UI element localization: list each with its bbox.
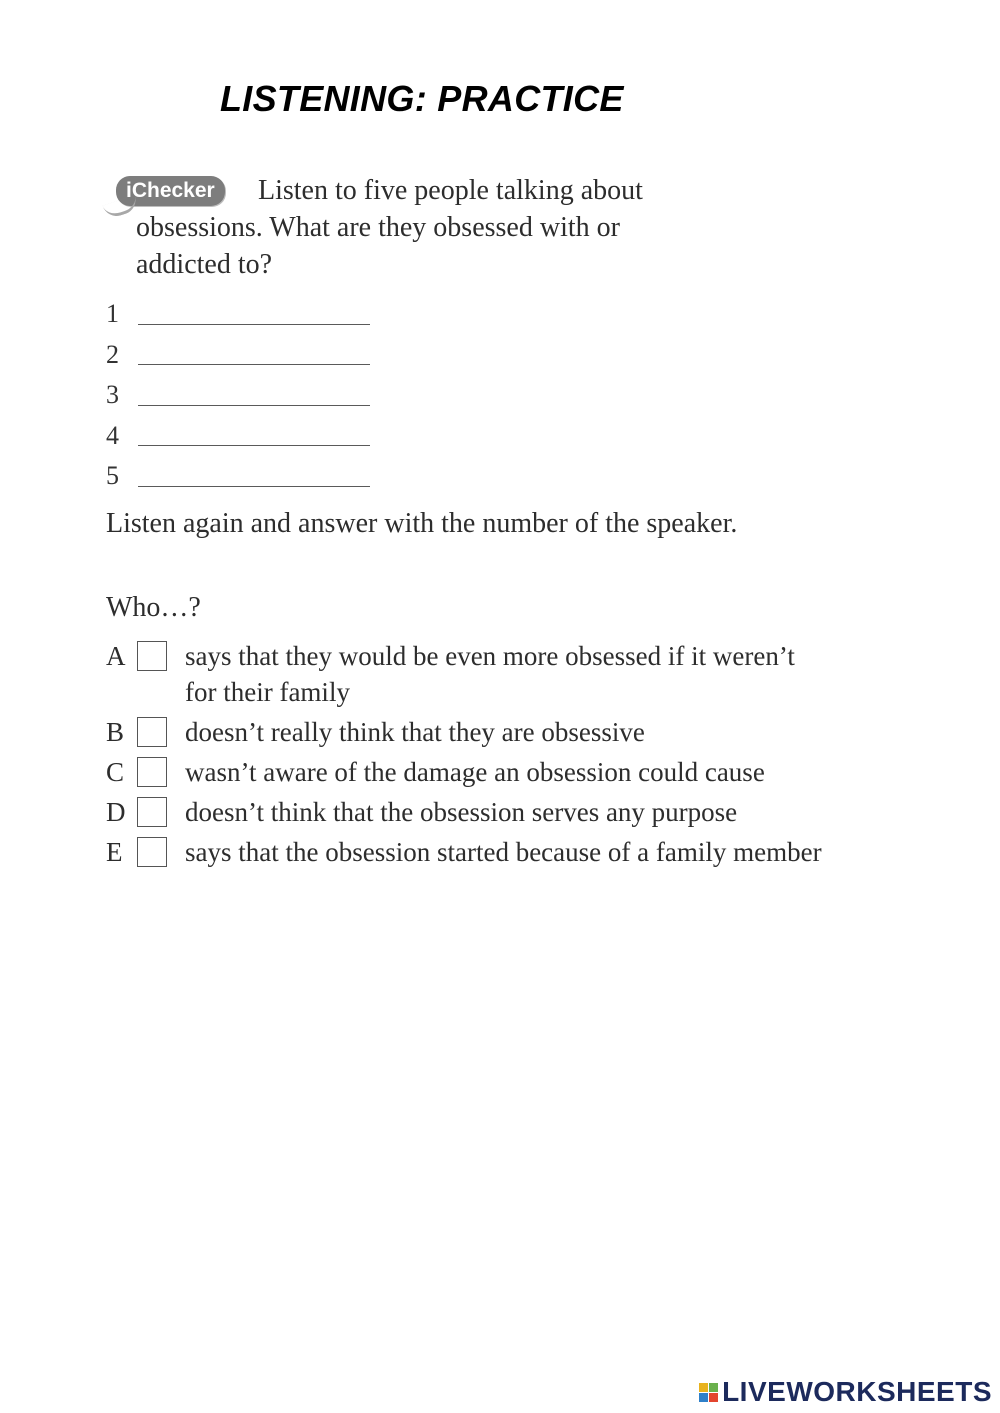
answer-blank[interactable] [138, 304, 370, 325]
option-text: wasn’t aware of the damage an obsession could cause [185, 757, 765, 787]
option-text: doesn’t really think that they are obsessive [185, 717, 645, 747]
who-prompt: Who…? [106, 592, 201, 623]
intro-paragraph [108, 172, 708, 283]
option-letter: C [106, 757, 125, 787]
answer-row [106, 416, 370, 457]
answer-box[interactable] [137, 757, 167, 787]
logo-square [709, 1383, 718, 1392]
intro-text-rest: obsessions. What are they obsessed with or addicted to? [136, 212, 620, 280]
answer-row [106, 294, 370, 335]
intro-text-first: Listen to five people talking about [258, 175, 643, 206]
option-text: says that they would be even more obsessed if it weren’t for their family [185, 641, 795, 707]
logo-square [699, 1393, 708, 1402]
answer-box[interactable] [137, 641, 167, 671]
instruction-text: Listen again and answer with the number of the speaker. [106, 508, 738, 539]
logo-square [699, 1383, 708, 1392]
answer-blank[interactable] [138, 385, 370, 406]
answer-blank[interactable] [138, 466, 370, 487]
answer-box[interactable] [137, 837, 167, 867]
answer-number: 5 [106, 461, 119, 491]
liveworksheets-logo [699, 1376, 992, 1408]
logo-square [709, 1393, 718, 1402]
option-e [106, 834, 826, 870]
answer-box[interactable] [137, 797, 167, 827]
answer-number: 2 [106, 339, 119, 369]
option-letter: A [106, 641, 126, 671]
option-b [106, 714, 826, 750]
ichecker-swoosh-icon [103, 195, 140, 220]
option-letter: E [106, 837, 123, 867]
option-d [106, 794, 826, 830]
liveworksheets-mark-icon [699, 1383, 718, 1402]
page-title: LISTENING: PRACTICE [220, 78, 624, 119]
option-text: doesn’t think that the obsession serves any purpose [185, 797, 738, 827]
answer-number: 4 [106, 420, 119, 450]
answer-number: 3 [106, 380, 119, 410]
option-c [106, 754, 826, 790]
option-letter: D [106, 797, 126, 827]
options-list [106, 638, 826, 874]
answer-box[interactable] [137, 717, 167, 747]
brand-text: LIVEWORKSHEETS [722, 1376, 992, 1407]
answer-row [106, 375, 370, 416]
option-a [106, 638, 826, 710]
option-letter: B [106, 717, 125, 747]
answer-blank[interactable] [138, 425, 370, 446]
answer-row [106, 456, 370, 497]
answer-row [106, 335, 370, 376]
option-text: says that the obsession started because of a family member [185, 837, 822, 867]
answer-list [106, 294, 370, 497]
answer-blank[interactable] [138, 344, 370, 365]
ichecker-badge: iChecker [116, 176, 225, 206]
answer-number: 1 [106, 299, 119, 329]
